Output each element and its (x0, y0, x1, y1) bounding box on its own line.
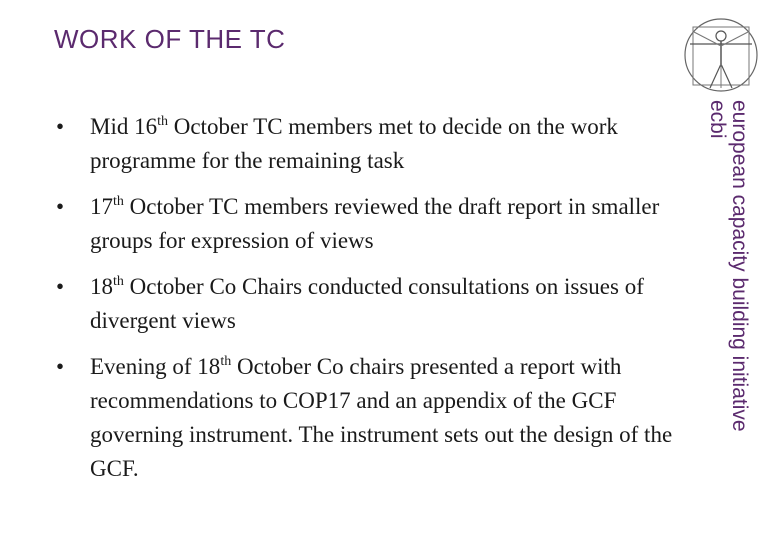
bullet-text-start: Mid 16 (90, 114, 158, 139)
bullet-list (56, 110, 676, 498)
bullet-dot: • (56, 114, 65, 139)
bullet-text-end: October TC members reviewed the draft report in smaller groups for expression of views (90, 194, 660, 253)
organization-name: european capacity building initiative (728, 100, 751, 432)
bullet-dot: • (56, 194, 65, 219)
bullet-item (56, 350, 676, 486)
bullet-text-start: 17 (90, 194, 113, 219)
bullet-superscript: th (220, 354, 232, 369)
bullet-dot: • (56, 354, 65, 379)
bullet-text-start: 18 (90, 274, 113, 299)
bullet-superscript: th (113, 274, 124, 289)
bullet-item (56, 270, 676, 338)
organization-acronym: ecbi (706, 100, 729, 139)
bullet-text-end: October TC members met to decide on the work programme for the remaining task (90, 114, 618, 173)
bullet-text-start: Evening of 18 (90, 354, 221, 379)
bullet-superscript: th (157, 114, 168, 129)
slide-title: WORK OF THE TC (54, 24, 286, 54)
bullet-text-end: October Co chairs presented a report with recommendations to COP17 and an appendix of the GCF governing instrument. The instrument sets out the design of the GCF. (90, 354, 673, 481)
bullet-item (56, 190, 676, 258)
bullet-superscript: th (113, 194, 124, 209)
organization-label (700, 100, 750, 520)
vitruvian-man-icon (680, 14, 762, 96)
bullet-item (56, 110, 676, 178)
bullet-dot: • (56, 274, 65, 299)
bullet-text-end: October Co Chairs conducted consultations on issues of divergent views (90, 274, 644, 333)
